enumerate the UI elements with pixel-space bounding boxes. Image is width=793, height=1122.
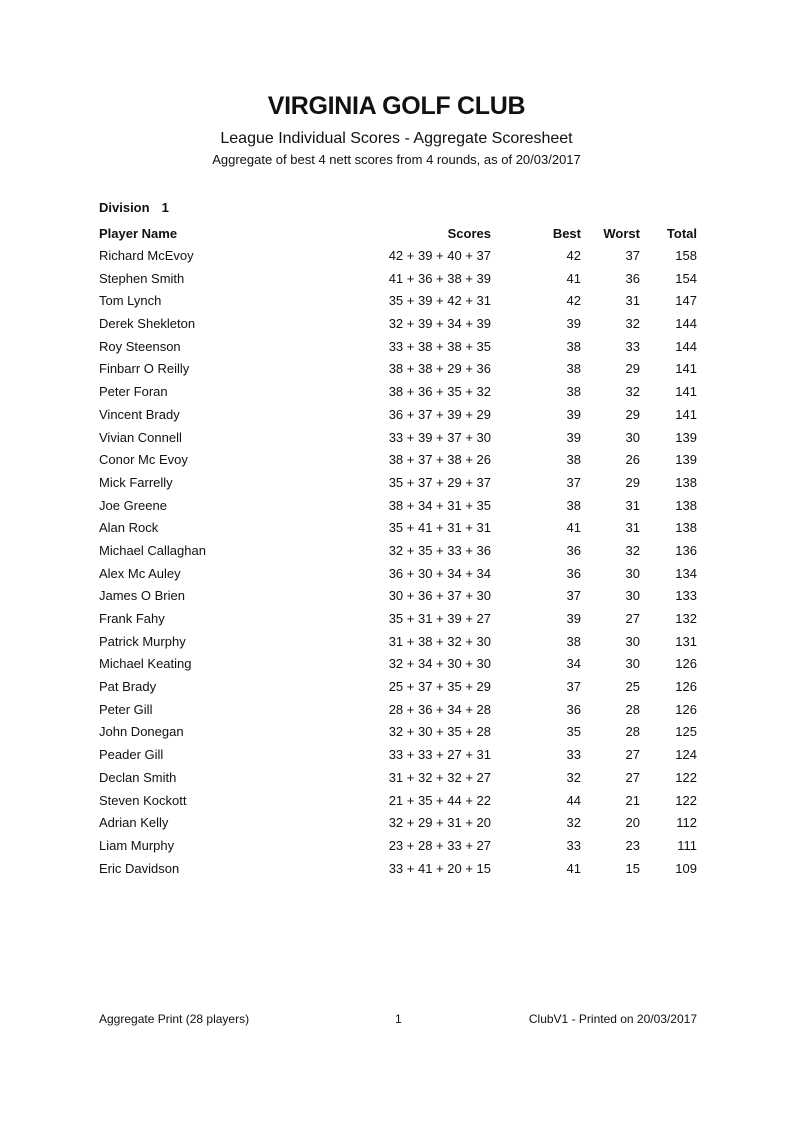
- table-row: [99, 566, 699, 589]
- total-cell: 122: [675, 769, 697, 785]
- column-header-player-name: Player Name: [99, 226, 178, 241]
- total-cell: 111: [677, 837, 697, 853]
- best-cell: 36: [566, 565, 581, 581]
- scores-cell: 33 + 41 + 20 + 15: [388, 860, 491, 876]
- total-cell: 154: [675, 270, 697, 286]
- table-row: [99, 634, 699, 657]
- table-row: [99, 861, 699, 884]
- player-name-cell: Steven Kockott: [99, 792, 187, 808]
- scores-cell: 32 + 39 + 34 + 39: [388, 316, 491, 332]
- best-cell: 38: [566, 361, 581, 377]
- best-cell: 39: [566, 429, 581, 445]
- scores-cell: 33 + 39 + 37 + 30: [388, 429, 491, 445]
- player-name-cell: Peter Foran: [99, 384, 168, 400]
- column-header-total: Total: [666, 226, 697, 241]
- total-cell: 147: [675, 293, 697, 309]
- worst-cell: 29: [625, 361, 640, 377]
- worst-cell: 32: [625, 384, 640, 400]
- table-row: [99, 430, 699, 453]
- best-cell: 38: [566, 497, 581, 513]
- total-cell: 133: [675, 588, 697, 604]
- worst-cell: 27: [625, 747, 640, 763]
- worst-cell: 30: [625, 656, 640, 672]
- worst-cell: 29: [625, 474, 640, 490]
- player-name-cell: Finbarr O Reilly: [99, 361, 190, 377]
- best-cell: 32: [566, 815, 581, 831]
- scores-cell: 32 + 34 + 30 + 30: [388, 656, 491, 672]
- best-cell: 39: [566, 611, 581, 626]
- best-cell: 44: [566, 792, 581, 808]
- player-name-cell: Pat Brady: [99, 679, 157, 695]
- table-row: [99, 679, 699, 702]
- best-cell: 35: [566, 724, 581, 740]
- worst-cell: 37: [625, 248, 640, 263]
- scores-cell: 32 + 29 + 31 + 20: [388, 815, 491, 831]
- total-cell: 144: [675, 338, 697, 354]
- worst-cell: 32: [625, 316, 640, 332]
- total-cell: 124: [675, 747, 697, 763]
- total-cell: 132: [675, 611, 697, 626]
- player-name-cell: Roy Steenson: [99, 338, 181, 354]
- player-name-cell: Tom Lynch: [99, 293, 162, 309]
- table-row: [99, 838, 699, 861]
- best-cell: 42: [566, 293, 581, 309]
- total-cell: 125: [675, 724, 697, 740]
- player-name-cell: Vincent Brady: [99, 406, 180, 422]
- table-row: [99, 520, 699, 543]
- player-name-cell: Michael Keating: [99, 656, 192, 672]
- player-name-cell: John Donegan: [99, 724, 184, 740]
- scores-cell: 31 + 38 + 32 + 30: [388, 633, 491, 649]
- scores-cell: 38 + 34 + 31 + 35: [388, 497, 491, 513]
- player-name-cell: Conor Mc Evoy: [99, 452, 188, 468]
- worst-cell: 31: [625, 293, 640, 309]
- scores-cell: 35 + 37 + 29 + 37: [388, 474, 491, 490]
- total-cell: 138: [675, 520, 697, 536]
- division-label: Division: [99, 200, 150, 215]
- worst-cell: 30: [625, 633, 640, 649]
- table-row: [99, 770, 699, 793]
- table-row: [99, 747, 699, 770]
- worst-cell: 27: [625, 769, 640, 785]
- scores-cell: 30 + 36 + 37 + 30: [388, 588, 491, 604]
- table-header-row: [99, 226, 699, 248]
- division-number: 1: [161, 200, 169, 215]
- scores-cell: 41 + 36 + 38 + 39: [388, 270, 491, 286]
- worst-cell: 23: [625, 837, 640, 853]
- table-row: [99, 724, 699, 747]
- worst-cell: 33: [625, 338, 640, 354]
- best-cell: 38: [566, 452, 581, 468]
- best-cell: 39: [566, 406, 581, 422]
- scores-cell: 38 + 38 + 29 + 36: [388, 361, 491, 377]
- table-row: [99, 316, 699, 339]
- table-row: [99, 498, 699, 521]
- worst-cell: 29: [625, 406, 640, 422]
- total-cell: 141: [675, 406, 697, 422]
- best-cell: 33: [566, 747, 581, 763]
- worst-cell: 36: [625, 270, 640, 286]
- worst-cell: 28: [625, 724, 640, 740]
- best-cell: 32: [566, 769, 581, 785]
- scores-cell: 35 + 31 + 39 + 27: [388, 611, 491, 626]
- column-header-scores: Scores: [447, 226, 491, 241]
- table-row: [99, 815, 699, 838]
- player-name-cell: Vivian Connell: [99, 429, 182, 445]
- player-name-cell: Adrian Kelly: [99, 815, 169, 831]
- best-cell: 33: [566, 837, 581, 853]
- table-row: [99, 452, 699, 475]
- player-name-cell: Alex Mc Auley: [99, 565, 181, 581]
- scores-cell: 42 + 39 + 40 + 37: [388, 248, 491, 263]
- column-header-best: Best: [552, 226, 581, 241]
- worst-cell: 20: [625, 815, 640, 831]
- scores-cell: 31 + 32 + 32 + 27: [388, 769, 491, 785]
- player-name-cell: Richard McEvoy: [99, 248, 194, 263]
- scores-cell: 25 + 37 + 35 + 29: [388, 679, 491, 695]
- best-cell: 36: [566, 701, 581, 717]
- footer-page-number: 1: [395, 1012, 402, 1026]
- scores-cell: 32 + 30 + 35 + 28: [388, 724, 491, 740]
- table-row: [99, 656, 699, 679]
- total-cell: 131: [675, 633, 697, 649]
- total-cell: 141: [675, 361, 697, 377]
- scores-table: [99, 226, 699, 883]
- page-note: Aggregate of best 4 nett scores from 4 rounds, as of 20/03/2017: [212, 152, 581, 167]
- total-cell: 109: [675, 860, 697, 876]
- player-name-cell: Frank Fahy: [99, 611, 165, 626]
- total-cell: 138: [675, 474, 697, 490]
- page-title: VIRGINIA GOLF CLUB: [267, 92, 526, 120]
- worst-cell: 30: [625, 588, 640, 604]
- worst-cell: 27: [625, 611, 640, 626]
- footer-left: Aggregate Print (28 players): [99, 1012, 250, 1026]
- best-cell: 37: [566, 474, 581, 490]
- best-cell: 37: [566, 588, 581, 604]
- table-row: [99, 588, 699, 611]
- scores-cell: 35 + 39 + 42 + 31: [388, 293, 491, 309]
- best-cell: 37: [566, 679, 581, 695]
- total-cell: 136: [675, 542, 697, 558]
- total-cell: 126: [675, 656, 697, 672]
- scores-cell: 28 + 36 + 34 + 28: [388, 701, 491, 717]
- table-row: [99, 339, 699, 362]
- worst-cell: 25: [625, 679, 640, 695]
- player-name-cell: Declan Smith: [99, 769, 177, 785]
- player-name-cell: Peter Gill: [99, 701, 153, 717]
- player-name-cell: Michael Callaghan: [99, 542, 206, 558]
- footer-right: ClubV1 - Printed on 20/03/2017: [528, 1012, 697, 1026]
- page-subtitle: League Individual Scores - Aggregate Scoresheet: [220, 130, 573, 147]
- player-name-cell: Derek Shekleton: [99, 316, 196, 332]
- worst-cell: 31: [625, 520, 640, 536]
- table-row: [99, 793, 699, 816]
- scores-cell: 36 + 30 + 34 + 34: [388, 565, 491, 581]
- best-cell: 34: [566, 656, 581, 672]
- player-name-cell: Mick Farrelly: [99, 474, 173, 490]
- worst-cell: 31: [625, 497, 640, 513]
- total-cell: 139: [675, 452, 697, 468]
- total-cell: 134: [675, 565, 697, 581]
- worst-cell: 26: [625, 452, 640, 468]
- table-row: [99, 702, 699, 725]
- best-cell: 41: [566, 860, 581, 876]
- best-cell: 38: [566, 384, 581, 400]
- player-name-cell: Patrick Murphy: [99, 633, 186, 649]
- worst-cell: 32: [625, 542, 640, 558]
- total-cell: 126: [675, 679, 697, 695]
- scores-cell: 33 + 33 + 27 + 31: [388, 747, 491, 763]
- scores-cell: 35 + 41 + 31 + 31: [388, 520, 491, 536]
- player-name-cell: Liam Murphy: [99, 837, 175, 853]
- total-cell: 122: [675, 792, 697, 808]
- column-header-worst: Worst: [603, 226, 640, 241]
- table-row: [99, 384, 699, 407]
- best-cell: 42: [566, 248, 581, 263]
- table-row: [99, 271, 699, 294]
- scores-cell: 38 + 36 + 35 + 32: [388, 384, 491, 400]
- scores-cell: 36 + 37 + 39 + 29: [388, 406, 491, 422]
- player-name-cell: Eric Davidson: [99, 860, 180, 876]
- division-heading: [99, 200, 169, 215]
- scores-cell: 33 + 38 + 38 + 35: [388, 338, 491, 354]
- table-row: [99, 475, 699, 498]
- total-cell: 158: [675, 248, 697, 263]
- scores-cell: 32 + 35 + 33 + 36: [388, 542, 491, 558]
- worst-cell: 28: [625, 701, 640, 717]
- worst-cell: 30: [625, 565, 640, 581]
- player-name-cell: Joe Greene: [99, 497, 167, 513]
- table-row: [99, 543, 699, 566]
- table-row: [99, 361, 699, 384]
- best-cell: 38: [566, 338, 581, 354]
- best-cell: 36: [566, 542, 581, 558]
- table-body: [99, 248, 699, 883]
- table-row: [99, 248, 699, 271]
- total-cell: 126: [675, 701, 697, 717]
- scores-cell: 38 + 37 + 38 + 26: [388, 452, 491, 468]
- total-cell: 112: [676, 815, 697, 831]
- table-row: [99, 293, 699, 316]
- worst-cell: 21: [625, 792, 640, 808]
- player-name-cell: Peader Gill: [99, 747, 164, 763]
- best-cell: 39: [566, 316, 581, 332]
- total-cell: 144: [675, 316, 697, 332]
- best-cell: 41: [566, 520, 581, 536]
- player-name-cell: James O Brien: [99, 588, 185, 604]
- total-cell: 139: [675, 429, 697, 445]
- total-cell: 141: [675, 384, 697, 400]
- table-row: [99, 407, 699, 430]
- worst-cell: 30: [625, 429, 640, 445]
- scores-cell: 23 + 28 + 33 + 27: [388, 837, 491, 853]
- best-cell: 38: [566, 633, 581, 649]
- worst-cell: 15: [625, 860, 640, 876]
- best-cell: 41: [566, 270, 581, 286]
- scores-cell: 21 + 35 + 44 + 22: [388, 792, 491, 808]
- player-name-cell: Stephen Smith: [99, 270, 185, 286]
- player-name-cell: Alan Rock: [99, 520, 159, 536]
- table-row: [99, 611, 699, 634]
- total-cell: 138: [675, 497, 697, 513]
